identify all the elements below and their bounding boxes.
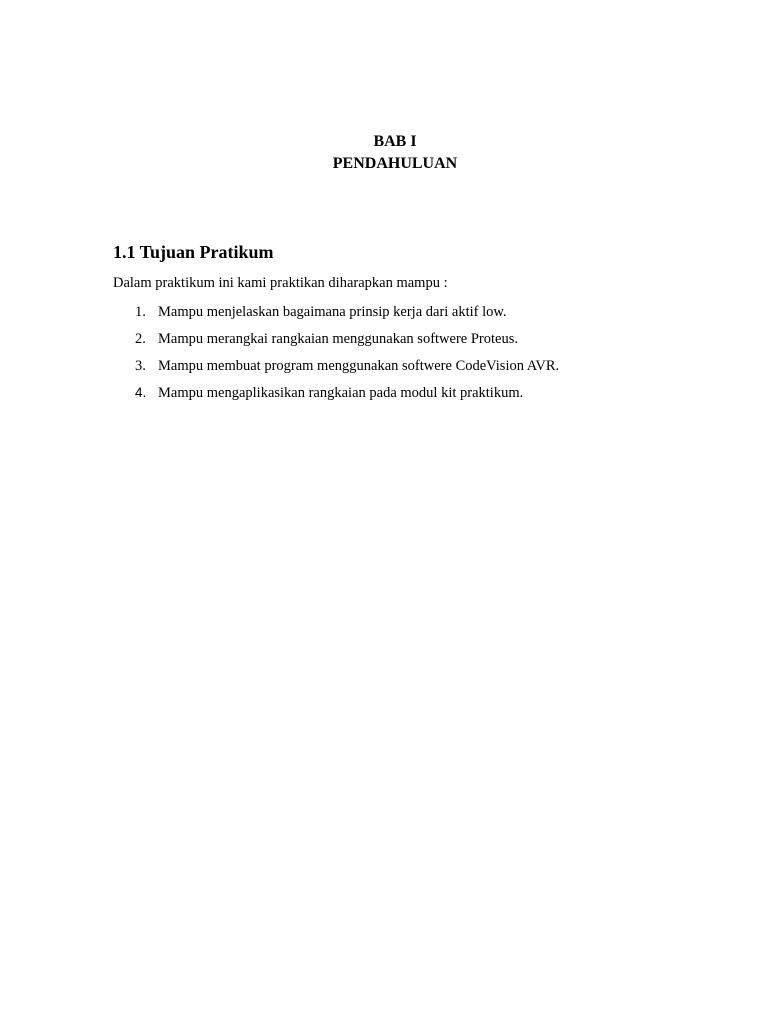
list-item-text: Mampu merangkai rangkaian menggunakan softwere Proteus. xyxy=(158,331,518,347)
list-item-number: 1. xyxy=(135,304,146,320)
section-intro: Dalam praktikum ini kami praktikan diharapkan mampu : xyxy=(113,275,448,291)
chapter-title: PENDAHULUAN xyxy=(332,155,458,172)
list-item-number: 2. xyxy=(135,331,146,347)
list-item-text: Mampu membuat program menggunakan softwere CodeVision AVR. xyxy=(158,358,560,374)
list-item-text: Mampu mengaplikasikan rangkaian pada modul kit praktikum. xyxy=(158,385,524,401)
list-item-number: 3. xyxy=(135,358,146,374)
chapter-heading xyxy=(0,131,768,175)
chapter-number: BAB I xyxy=(373,133,417,150)
list-item-text: Mampu menjelaskan bagaimana prinsip kerja dari aktif low. xyxy=(158,304,507,320)
list-item-number: 4. xyxy=(135,385,147,400)
section-title: 1.1 Tujuan Pratikum xyxy=(113,242,274,262)
